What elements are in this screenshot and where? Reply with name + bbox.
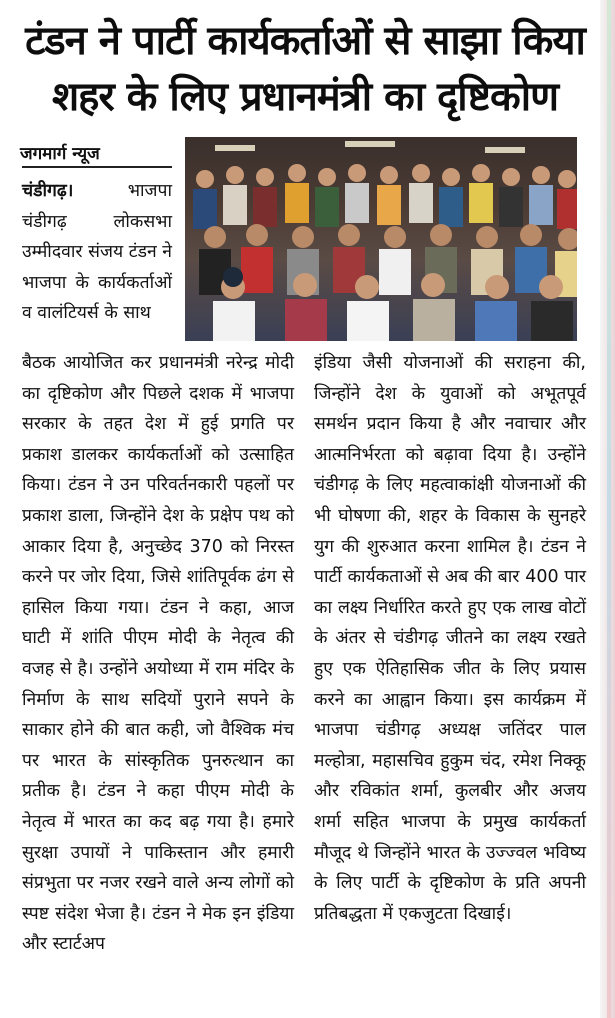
dateline: चंडीगढ़। [22,181,74,201]
byline: जगमार्ग न्यूज [20,144,100,164]
headline [0,0,615,132]
intro-text: भाजपा चंडीगढ़ लोकसभा उम्मीदवार संजय टंडन ने भाजपा के कार्यकर्ताओं व वालंटियर्स के साथ [22,181,172,324]
headline-line-1: टंडन ने पार्टी कार्यकर्ताओं से साझा किया [25,18,585,64]
group-photo-icon [185,137,577,341]
headline-line-2: शहर के लिए प्रधानमंत्री का दृष्टिकोण [51,74,559,120]
column-2-text: इंडिया जैसी योजनाओं की सराहना की, जिन्होंने देश के युवाओं को अभूतपूर्व समर्थन प्रदान किया है और नवाचार और आत्मनिर्भरता को बढ़ावा दिया है। उन्होंने चंडीगढ़ के लिए महत्वाकांक्षी योजनाओं की भी घोषणा की, शहर के विकास के सुनहरे युग की शुरुआत करना शामिल है। टंडन ने पार्टी कार्यकताओं से अब की बार 400 पार का लक्ष्य निर्धारित करते हुए एक लाख वोटों के अंतर से चंडीगढ़ जीतने का लक्ष्य रखते हुए एक ऐतिहासिक जीत के लिए प्रयास करने का आह्वान किया। इस कार्यक्रम में भाजपा चंडीगढ़ अध्यक्ष जतिंदर पाल मल्होत्रा, महासचिव हुकुम चंद, रमेश निक्कू और रविकांत शर्मा, कुलबीर और अजय शर्मा सहित भाजपा के प्रमुख कार्यकर्ता मौजूद थे जिन्होंने भारत के उज्ज्वल भविष्य के लिए पार्टी के दृष्टिकोण के प्रति अपनी प्रतिबद्धता में एकजुटता दिखाई। [314,353,586,924]
column-1-text: बैठक आयोजित कर प्रधानमंत्री नरेन्द्र मोदी का दृष्टिकोण और पिछले दशक में भाजपा सरकार के तहत देश में हुई प्रगति पर प्रकाश डालकर कार्यकर्ताओं को उत्साहित किया। टंडन ने उन परिवर्तनकारी पहलों पर प्रकाश डाला, जिन्होंने देश के प्रक्षेप पथ को आकार दिया है, अनुच्छेद 370 को निरस्त करने पर जोर दिया, जिसे शांतिपूर्वक ढंग से हासिल किया गया। टंडन ने कहा, आज घाटी में शांति पीएम मोदी के नेतृत्व की वजह से है। उन्होंने अयोध्या में राम मंदिर के निर्माण के साथ सदियों पुराने सपने के साकार होने की बात कही, जो वैश्विक मंच पर भारत के सांस्कृतिक पुनरुत्थान का प्रतीक है। टंडन ने कहा पीएम मोदी के नेतृत्व में भारत का कद बढ़ गया है। हमारे सुरक्षा उपायों ने पाकिस्तान और हमारी संप्रभुता पर नजर रखने वाले अन्य लोगों को स्पष्ट संदेश भेजा है। टंडन ने मेक इन इंडिया और स्टार्टअप [22,353,294,955]
group-photo [185,137,577,341]
byline-rule [22,166,172,168]
intro-paragraph [22,176,172,329]
page-edge-stripe [607,0,611,1018]
